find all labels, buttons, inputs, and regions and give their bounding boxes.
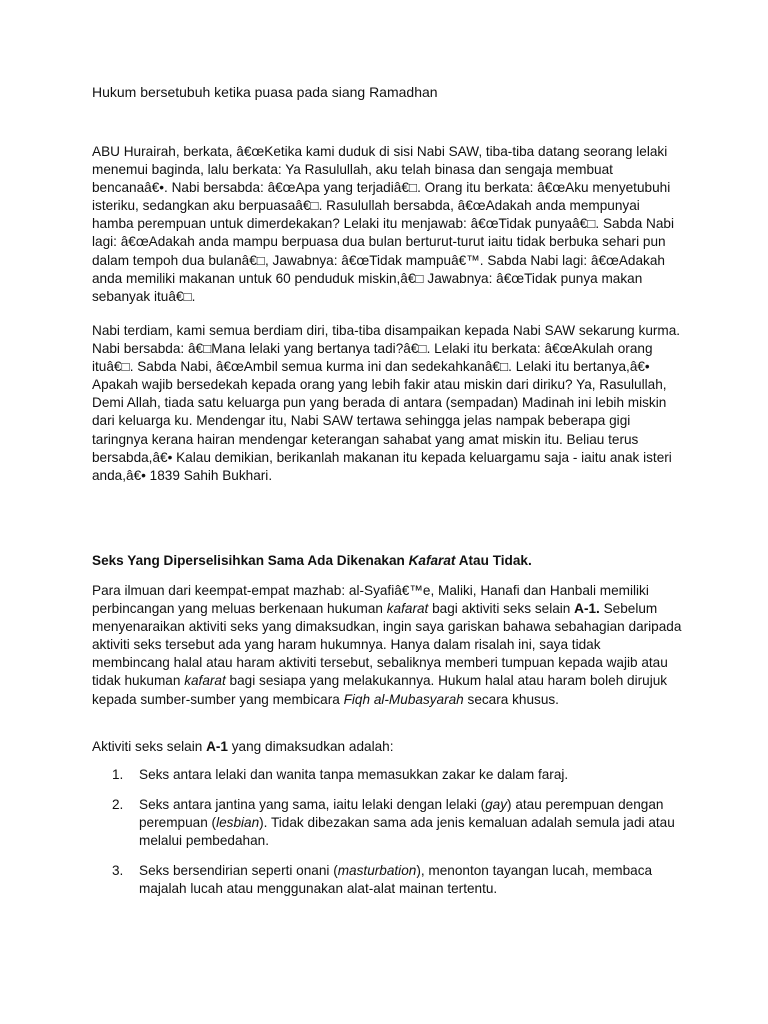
section-heading-text: Seks Yang Diperselisihkan Sama Ada Dikenakan (92, 553, 409, 568)
list-item-text: Seks antara lelaki dan wanita tanpa memasukkan zakar ke dalam faraj. (139, 767, 569, 782)
list-item-number: 1. (112, 767, 124, 782)
list-item-text-c: ) atau perempuan dengan perempuan ( (139, 797, 664, 831)
activity-list (112, 766, 682, 911)
list-item-term-masturbation: masturbation (337, 863, 417, 879)
list-item-number: 3. (112, 863, 124, 879)
list-item-text-a: Seks antara jantina yang sama, iaitu lelaki dengan lelaki ( (139, 797, 486, 813)
document-title: Hukum bersetubuh ketika puasa pada siang Ramadhan (92, 84, 438, 100)
list-intro-text-a: Aktiviti seks selain (92, 739, 207, 754)
section-heading-emphasis: Kafarat (408, 553, 456, 568)
hadith-paragraph-1: ABU Hurairah, berkata, â€œKetika kami duduk di sisi Nabi SAW, tiba-tiba datang seorang lelaki menemui baginda, lalu berkata: Ya Rasulullah, aku telah binasa dan sengaja membuat bencanaâ€•. Nabi bersabda: â€œApa yang terjadiâ€□. Orang itu berkata: â€œAku menyetubuhi isteriku, sedangkan aku berpuasaâ€□. Rasulullah bersabda, â€œAdakah anda mempunyai hamba perempuan untuk dimerdekakan? Lelaki itu menjawab: â€œTidak punyaâ€□. Sabda Nabi lagi: â€œAdakah anda mampu berpuasa dua bulan berturut-turut iaitu tidak berbuka sehari pun dalam tempoh dua bulanâ€□, Jawabnya: â€œTidak mampuâ€™. Sabda Nabi lagi: â€œAdakah anda memiliki makanan untuk 60 penduduk miskin,â€□ Jawabnya: â€œTidak punya makan sebanyak ituâ€□. (92, 144, 675, 304)
intro-term-kafarat-2: kafarat (184, 673, 226, 689)
list-item-text (139, 797, 675, 848)
list-intro-text-c: yang dimaksudkan adalah: (227, 739, 394, 754)
list-item-number: 2. (112, 797, 124, 813)
intro-text-i: secara khusus. (463, 691, 559, 707)
list-item-text (139, 863, 652, 896)
list-item-term-gay: gay (485, 797, 508, 813)
list-item (112, 796, 682, 850)
hadith-paragraph-2: Nabi terdiam, kami semua berdiam diri, tiba-tiba disampaikan kepada Nabi SAW sekarung kurma. Nabi bersabda: â€□Mana lelaki yang bertanya tadi?â€□. Lelaki itu berkata: â€œAkulah orang ituâ€□. Sabda Nabi, â€œAmbil semua kurma ini dan sedekahkanâ€□. Lelaki itu bertanya,â€• Apakah wajib bersedekah kepada orang yang lebih fakir atau miskin dari diriku? Ya, Rasulullah, Demi Allah, tiada satu keluarga pun yang berada di antara (sempadan) Madinah ini lebih miskin dari keluarga ku. Mendengar itu, Nabi SAW tertawa sehingga jelas nampak beberapa gigi taringnya kerana hairan mendengar keterangan sahabat yang amat miskin itu. Beliau terus bersabda,â€• Kalau demikian, berikanlah makanan itu kepada keluargamu saja - iaitu anak isteri anda,â€• 1839 Sahih Bukhari. (92, 323, 681, 483)
list-item-term-lesbian: lesbian (216, 815, 260, 831)
list-intro-term-a1: A-1 (206, 739, 228, 754)
list-item (112, 766, 682, 784)
intro-term-fiqh: Fiqh al-Mubasyarah (343, 691, 464, 707)
intro-paragraph (92, 582, 682, 709)
intro-text-a: Para ilmuan dari keempat-empat mazhab: al-Syafiâ€™e, Maliki, Hanafi dan Hanbali memiliki perbincangan yang meluas berkenaan hukuman (92, 583, 649, 617)
list-item-text-e: ). Tidak dibezakan sama ada jenis kemaluan adalah semula jadi atau melalui pembedahan. (139, 815, 675, 849)
list-intro (92, 738, 682, 756)
section-heading-text-end: Atau Tidak. (455, 553, 532, 568)
intro-text-c: bagi aktiviti seks selain (428, 601, 575, 617)
list-item-text-a: Seks bersendirian seperti onani ( (139, 863, 338, 879)
intro-term-a1: A-1. (574, 601, 600, 617)
list-item-text-c: ), menonton tayangan lucah, membaca majalah lucah atau menggunakan alat-alat mainan tertentu. (139, 863, 653, 897)
intro-text-e: Sebelum menyenaraikan aktiviti seks yang dimaksudkan, ingin saya gariskan bahawa sebahagian daripada aktiviti seks tersebut ada yang haram hukumnya. Hanya dalam risalah ini, saya tidak membincang halal atau haram aktiviti tersebut, sebaliknya memberi tumpuan kepada wajib atau tidak hukuman (92, 601, 682, 689)
intro-term-kafarat: kafarat (386, 601, 429, 617)
intro-text-g: bagi sesiapa yang melakukannya. Hukum halal atau haram boleh dirujuk kepada sumber-sumber yang membicara (92, 673, 668, 707)
section-heading (92, 552, 532, 570)
list-item (112, 862, 682, 898)
